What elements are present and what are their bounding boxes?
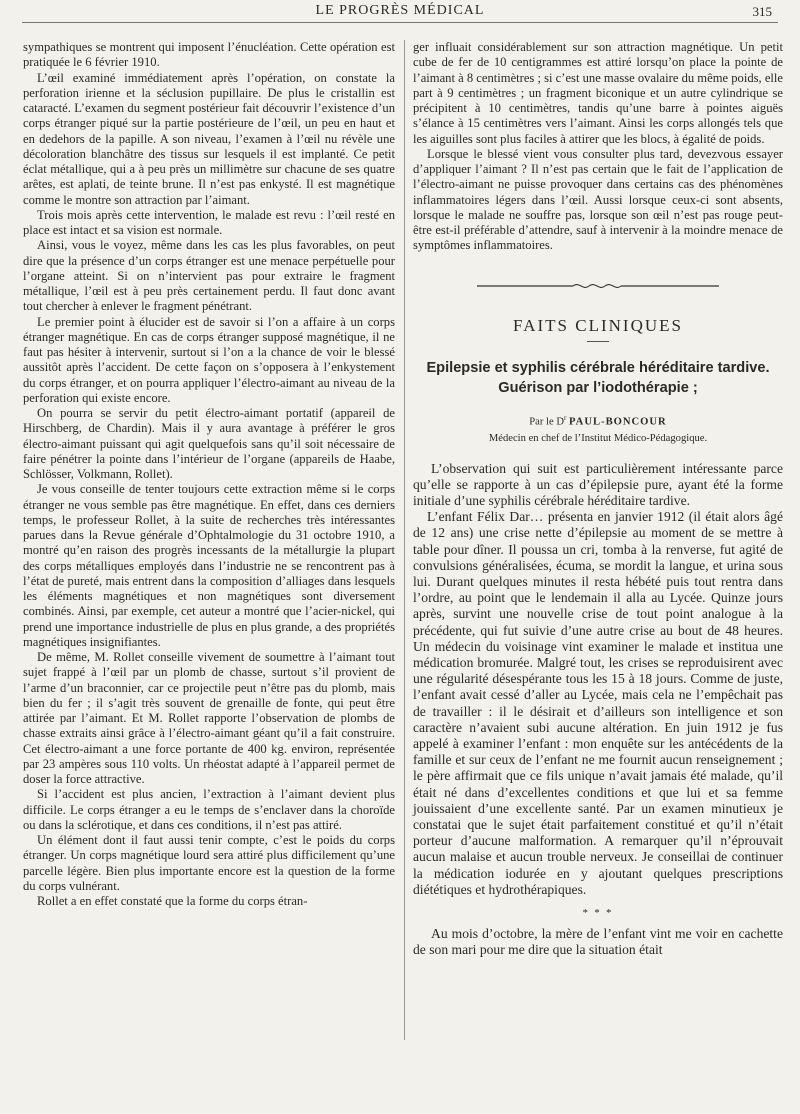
article-title: Epilepsie et syphilis cérébrale héréditaire tardive. Guérison par l’iodothérapie ; — [426, 360, 770, 396]
paragraph: sympathiques se montrent qui imposent l’énucléation. Cette opération est pratiquée le 6 février 1910. — [23, 40, 395, 70]
paragraph: Trois mois après cette intervention, le malade est revu : l’œil resté en place est intact et sa vision est normale. — [23, 207, 395, 237]
asterism: * * * — [582, 907, 614, 920]
article-body — [413, 461, 783, 959]
left-column — [23, 40, 395, 909]
author-name: PAUL-BONCOUR — [568, 416, 667, 428]
author-affiliation: Médecin en chef de l’Institut Médico-Pédagogique. — [488, 432, 708, 444]
right-column — [413, 40, 783, 958]
byline-sup: r — [563, 414, 567, 422]
paragraph: ger influait considérablement sur son attraction magnétique. Un petit cube de fer de 10 centigrammes est attiré lorsqu’on place la pointe de l’aimant à 8 centimètres ; si c’est une masse ovalaire du même poids, elle part à 9 centimètres ; un fragment biconique et un autre cylindrique se précipitent à 10 centimètres, tandis qu’une barre à pointes aiguës s’élance à 15 centimètres vers l’aimant. Ainsi les corps allongés tels que les aiguilles sont plus faciles à attirer que les blocs, à égalité de poids. — [413, 40, 783, 146]
paragraph: On pourra se servir du petit électro-aimant portatif (appareil de Hirschberg, de Chardin). Mais il y aura avantage à préférer le gros électro-aimant puissant qui agit quelquefois sans qu’il soit nécessaire de faire pénétrer la pointe dans l’intérieur de l’organe (appareils de Haabe, Schlösser, Volkmann, Rollet). — [23, 406, 395, 481]
paragraph: Si l’accident est plus ancien, l’extraction à l’aimant devient plus difficile. Le corps étranger a eu le temps de s’enclaver dans la choroïde ou dans la sclérotique, et dans ces conditions, il n’est pas attiré. — [23, 787, 395, 832]
paragraph: Lorsque le blessé vient vous consulter plus tard, devezvous essayer d’appliquer l’aimant ? Il n’est pas certain que le fait de l’application de l’électro-aimant ne puisse provoquer dans certains cas des phénomènes inflammatoires légers dans l’œil. Aussi lorsque ceux-ci sont absents, lorsque le malade ne souffre pas, lorsque son œil n’est pas rouge peut-être est-il préférable d’attendre, sauf à intervenir à la moindre menace de symptômes inflammatoires. — [413, 146, 783, 253]
article-paragraph: L’observation qui suit est particulièrement intéressante parce qu’elle se rapporte à un cas d’épilepsie pure, ayant été la forme initiale d’une syphilis cérébrale héréditaire tardive. — [413, 460, 783, 508]
paragraph: Je vous conseille de tenter toujours cette extraction même si le corps étranger ne vous semble pas être magnétique. En effet, dans ces derniers temps, le professeur Rollet, à la suite de recherches très intéressantes parues dans la Revue générale d’Ophtalmologie du 31 octobre 1910, a montré qu’en raison des progrès incessants de la métallurgie la plupart des corps métalliques employés dans l’industrie ne se rencontrent pas à l’état de pureté, mais entrent dans la composition d’alliages dans lesquels les éléments magnétiques et non magnétiques sont diversement combinés. Ainsi, par exemple, cet auteur a montré que l’acier-nickel, qui prend une importance industrielle de plus en plus grande, a des propriétés magnétiques insignifiantes. — [23, 482, 395, 649]
paragraph: Le premier point à élucider est de savoir si l’on a affaire à un corps étranger magnétique. En cas de corps étranger supposé magnétique, il ne faut pas hésiter à intervenir, surtout si l’on a la chance de voir le blessé aussitôt après l’accident. De cette façon on s’opposera à l’enkystement du corps étranger, et on pourra appliquer l’électro-aimant au niveau de la perforation qui existe encore. — [23, 314, 395, 405]
page-number: 315 — [752, 4, 772, 19]
paragraph: Un élément dont il faut aussi tenir compte, c’est le poids du corps étranger. Un corps magnétique lourd sera attiré plus difficilement qu’une parcelle légère. Bien plus importante encore est la question de la forme du corps vulnérant. — [23, 833, 395, 893]
paragraph: Rollet a en effet constaté que la forme du corps étran- — [37, 894, 308, 908]
section-title: FAITS CLINIQUES — [513, 315, 683, 335]
paragraph: L’œil examiné immédiatement après l’opération, on constate la perforation irienne et la séclusion pupillaire. De plus le cristallin est cataracté. L’examen du segment postérieur fait découvrir l’existence d’un corps étranger piqué sur la partie postérieure de l’œil, un peu en haut et en dedehors de la papille. A son niveau, l’examen à l’œil nu révèle une décoloration blanchâtre des tissus sur lesquels il est implanté. Ce petit éclat métallique, qui a à peu près un millimètre sur chacune de ses quatre arêtes, est aplati, de teinte brune. Il n’est pas enkysté. Il est magnétique comme le montre son attraction par l’aimant. — [23, 70, 395, 207]
section-ornament — [477, 280, 719, 292]
article-paragraph: L’enfant Félix Dar… présenta en janvier 1912 (il était alors âgé de 12 ans) une crise nette d’épilepsie au moment de se mettre à table pour dîner. Il poussa un cri, tomba à la renverse, fut agité de convulsions généralisées, écuma, se mordit la langue, et urina sous lui. Durant quelques minutes il resta hébété puis tout rentra dans l’ordre, au point que le lendemain il alla au Lycée. Quinze jours après, survint une nouvelle crise de tout point analogue à la précédente, qui fut suivie d’une autre crise au bout de 48 heures. Un médecin du voisinage vint examiner le malade et institua une médication bromurée. Malgré tout, les crises se reproduisirent avec une régularité désespérante tous les 15 à 18 jours. Comme de juste, l’enfant avait cessé d’aller au Lycée, mais cela ne l’empêchait pas de travailler : il le désirait et d’ailleurs son intelligence et son caractère n’avaient subi aucune altération. En juin 1912 je fus appelé à examiner l’enfant : mon enquête sur les antécédents de la famille et sur ceux de l’enfant ne me fournit aucun renseignement ; le père affirmait que ce fils unique n’avait jamais été malade, qu’il était né dans d’excellentes conditions et que lui et sa femme jouissaient d’une excellente santé. Par un examen minutieux je constatai que le sujet était parfaitement constitué et qu’il n’était porteur d’aucune malformation. A remarquer qu’il n’éprouvait aucun malaise et aucun trouble nerveux. Je conseillai de continuer la médication iodurée en y ajoutant quelques prescriptions diététiques et hydrothérapiques. — [413, 509, 783, 897]
byline — [413, 410, 783, 431]
paragraph: De même, M. Rollet conseille vivement de soumettre à l’aimant tout sujet frappé à l’œil par un plomb de chasse, surtout s’il provient de l’arme d’un braconnier, car ce projectile peut n’être pas du plomb, mais bien du fer ; il s’agit très souvent de grenaille de fonte, qui peut être attirée par l’aimant. Et M. Rollet rapporte l’observation de plombs de chasse extraits ainsi grâce à l’électro-aimant géant qu’il a fait construire. Cet électro-aimant a une force portante de 400 kg. environ, représentée par 23 ampères sous 110 volts. Un rhéostat adapté à l’appareil permet de doser la force attractive. — [23, 650, 395, 786]
title-rule — [587, 341, 609, 342]
article-paragraph: Au mois d’octobre, la mère de l’enfant vint me voir en cachette de son mari pour me dire que la situation était — [413, 926, 783, 958]
running-header — [22, 0, 778, 23]
journal-title: LE PROGRÈS MÉDICAL — [315, 3, 485, 18]
column-divider — [404, 40, 405, 1040]
byline-prefix: Par le D — [529, 416, 564, 428]
paragraph: Ainsi, vous le voyez, même dans les cas les plus favorables, on peut dire que la présence d’un corps étranger est une menace perpétuelle pour l’organe atteint. Si on n’intervient pas pour extraire le fragment métallique, l’œil est à peu près certainement perdu. Il faut donc avant tout chercher à enlever le fragment pénétrant. — [23, 238, 395, 314]
